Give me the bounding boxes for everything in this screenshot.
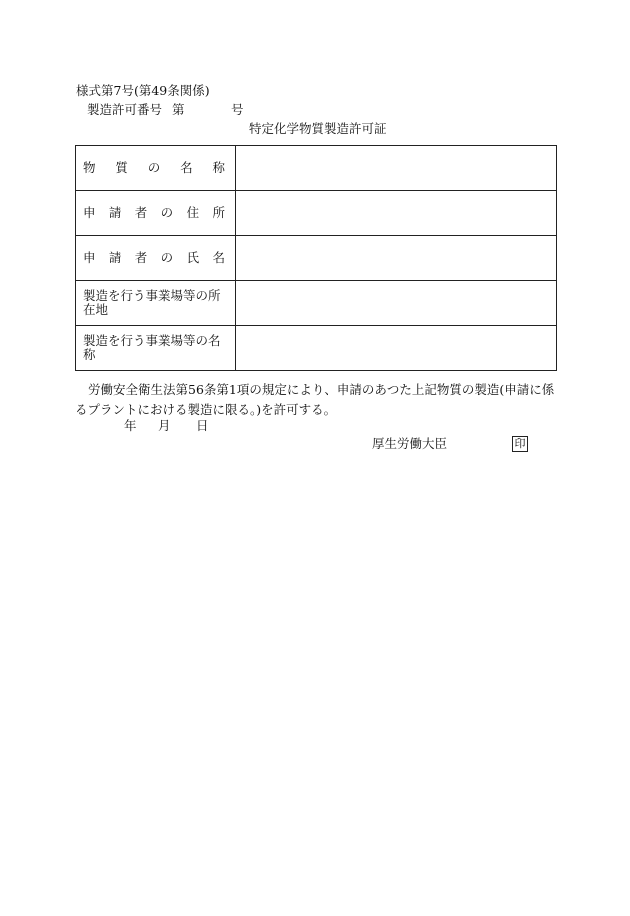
label-char: の <box>160 249 174 265</box>
label-char: 物 <box>83 159 96 175</box>
label-char: 所 <box>212 204 225 220</box>
date-day: 日 <box>196 418 209 433</box>
label-char: 請 <box>108 249 122 265</box>
seal-mark: 印 <box>512 436 528 452</box>
spread-label <box>83 206 229 220</box>
label-char: の <box>147 159 161 175</box>
form-number: 様式第7号(第49条関係) <box>76 83 210 98</box>
table-row <box>76 326 557 371</box>
spread-label <box>83 161 229 175</box>
row-value-applicant-name[interactable] <box>236 236 557 281</box>
permit-number-label: 製造許可番号 <box>87 102 163 117</box>
label-char: 住 <box>186 204 200 220</box>
label-char: 者 <box>134 249 148 265</box>
label-char: 申 <box>83 204 96 220</box>
permit-number-prefix: 第 <box>172 102 185 117</box>
label-char: の <box>160 204 174 220</box>
table-row <box>76 191 557 236</box>
spread-label <box>83 251 229 265</box>
issuer-title: 厚生労働大臣 <box>372 436 448 451</box>
document-title: 特定化学物質製造許可証 <box>249 121 387 136</box>
row-value-facility-location[interactable] <box>236 281 557 326</box>
row-label-substance-name <box>76 146 236 191</box>
label-char: 名 <box>180 159 193 175</box>
label-char: 称 <box>212 159 225 175</box>
row-label-facility-location: 製造を行う事業場等の所在地 <box>76 281 236 326</box>
table-row <box>76 236 557 281</box>
label-char: 申 <box>83 249 96 265</box>
table-row <box>76 146 557 191</box>
row-label-facility-name: 製造を行う事業場等の名称 <box>76 326 236 371</box>
date-month: 月 <box>158 418 171 433</box>
label-char: 名 <box>212 249 225 265</box>
permit-table <box>75 145 557 371</box>
label-char: 者 <box>134 204 148 220</box>
row-value-substance-name[interactable] <box>236 146 557 191</box>
table-row <box>76 281 557 326</box>
permit-number-suffix: 号 <box>231 102 244 117</box>
row-value-applicant-address[interactable] <box>236 191 557 236</box>
row-label-applicant-address <box>76 191 236 236</box>
date-year: 年 <box>124 418 137 433</box>
row-value-facility-name[interactable] <box>236 326 557 371</box>
row-label-applicant-name <box>76 236 236 281</box>
label-char: 請 <box>108 204 122 220</box>
label-char: 氏 <box>186 249 200 265</box>
label-char: 質 <box>115 159 128 175</box>
permit-statement: 労働安全衛生法第56条第1項の規定により、申請のあつた上記物質の製造(申請に係るプラントにおける製造に限る。)を許可する。 <box>75 382 555 417</box>
